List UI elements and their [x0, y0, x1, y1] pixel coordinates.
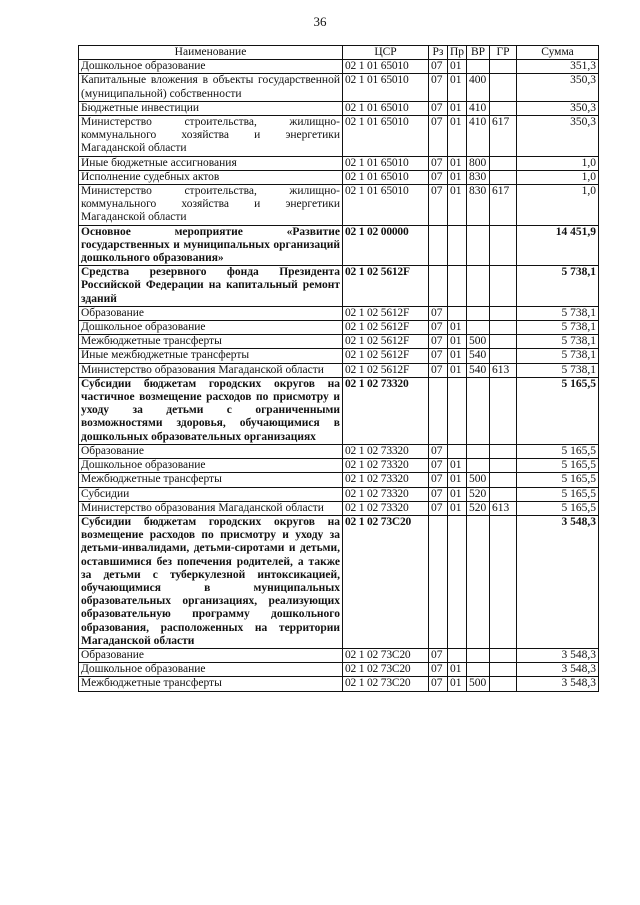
header-gr: ГР: [490, 46, 517, 60]
cell-rz: 07: [429, 363, 448, 377]
cell-sum: 5 165,5: [517, 459, 599, 473]
cell-csr: 02 1 01 65010: [343, 185, 429, 226]
cell-pr: 01: [448, 170, 467, 184]
cell-name: Субсидии бюджетам городских округов на возмещение расходов по присмотру и уходу за детьми-инвалидами, детьми-сиротами и детьми, оставшимися без попечения родителей, а также за детьми с туберкулезной интоксикацией, обучающимися в муниципальных образовательных организациях, реализующих образовательную программу дошкольного образования, расположенных на территории Магаданской области: [79, 515, 343, 648]
cell-vr: [467, 377, 490, 444]
cell-vr: 500: [467, 335, 490, 349]
cell-rz: 07: [429, 321, 448, 335]
cell-csr: 02 1 02 5612F: [343, 321, 429, 335]
cell-name: Министерство строительства, жилищно-коммунального хозяйства и энергетики Магаданской области: [79, 185, 343, 226]
table-row: [79, 225, 599, 266]
cell-gr: [490, 663, 517, 677]
cell-pr: [448, 225, 467, 266]
cell-csr: 02 1 02 73320: [343, 501, 429, 515]
cell-name: Иные бюджетные ассигнования: [79, 156, 343, 170]
page-number: 36: [313, 14, 327, 29]
cell-pr: 01: [448, 116, 467, 157]
table-row: [79, 473, 599, 487]
cell-gr: [490, 306, 517, 320]
cell-pr: 01: [448, 156, 467, 170]
cell-sum: 3 548,3: [517, 663, 599, 677]
cell-pr: [448, 266, 467, 307]
cell-gr: [490, 60, 517, 74]
cell-sum: 5 738,1: [517, 306, 599, 320]
table-row: [79, 321, 599, 335]
table-body: [79, 60, 599, 691]
cell-rz: 07: [429, 444, 448, 458]
cell-rz: [429, 377, 448, 444]
cell-sum: 5 738,1: [517, 335, 599, 349]
cell-csr: 02 1 01 65010: [343, 74, 429, 101]
cell-name: Бюджетные инвестиции: [79, 101, 343, 115]
cell-rz: 07: [429, 335, 448, 349]
table-row: [79, 116, 599, 157]
cell-vr: [467, 515, 490, 648]
cell-gr: [490, 487, 517, 501]
cell-name: Межбюджетные трансферты: [79, 473, 343, 487]
cell-gr: [490, 459, 517, 473]
cell-name: Межбюджетные трансферты: [79, 677, 343, 691]
table-row: [79, 515, 599, 648]
cell-vr: [467, 444, 490, 458]
cell-csr: 02 1 02 5612F: [343, 266, 429, 307]
cell-rz: 07: [429, 60, 448, 74]
cell-name: Иные межбюджетные трансферты: [79, 349, 343, 363]
cell-rz: 07: [429, 473, 448, 487]
cell-csr: 02 1 01 65010: [343, 170, 429, 184]
cell-gr: [490, 101, 517, 115]
cell-gr: [490, 335, 517, 349]
cell-name: Образование: [79, 306, 343, 320]
cell-rz: 07: [429, 116, 448, 157]
cell-pr: [448, 377, 467, 444]
table-row: [79, 60, 599, 74]
cell-csr: 02 1 02 5612F: [343, 335, 429, 349]
cell-sum: 350,3: [517, 116, 599, 157]
cell-csr: 02 1 02 73320: [343, 459, 429, 473]
cell-pr: 01: [448, 74, 467, 101]
cell-sum: 5 738,1: [517, 363, 599, 377]
cell-pr: [448, 648, 467, 662]
cell-rz: 07: [429, 677, 448, 691]
cell-rz: 07: [429, 306, 448, 320]
cell-sum: 350,3: [517, 74, 599, 101]
table-row: [79, 306, 599, 320]
cell-pr: 01: [448, 677, 467, 691]
budget-table: [78, 45, 599, 692]
cell-gr: [490, 648, 517, 662]
cell-gr: [490, 266, 517, 307]
cell-name: Субсидии бюджетам городских округов на частичное возмещение расходов по присмотру и уходу за детьми с ограниченными возможностями здоровья, обучающимися в дошкольных образовательных организациях: [79, 377, 343, 444]
cell-rz: 07: [429, 349, 448, 363]
cell-pr: 01: [448, 185, 467, 226]
cell-vr: 540: [467, 349, 490, 363]
cell-rz: 07: [429, 185, 448, 226]
cell-gr: [490, 677, 517, 691]
cell-vr: 410: [467, 116, 490, 157]
cell-vr: 520: [467, 501, 490, 515]
table-row: [79, 349, 599, 363]
table-row: [79, 185, 599, 226]
cell-pr: 01: [448, 60, 467, 74]
cell-csr: 02 1 02 73320: [343, 473, 429, 487]
table-row: [79, 487, 599, 501]
table-row: [79, 363, 599, 377]
cell-name: Основное мероприятие «Развитие государственных и муниципальных организаций дошкольного образования»: [79, 225, 343, 266]
table-row: [79, 663, 599, 677]
cell-csr: 02 1 02 73320: [343, 377, 429, 444]
cell-sum: 1,0: [517, 156, 599, 170]
cell-sum: 350,3: [517, 101, 599, 115]
cell-gr: 617: [490, 116, 517, 157]
cell-rz: 07: [429, 101, 448, 115]
cell-pr: 01: [448, 501, 467, 515]
cell-name: Межбюджетные трансферты: [79, 335, 343, 349]
cell-rz: 07: [429, 501, 448, 515]
cell-vr: [467, 60, 490, 74]
cell-name: Субсидии: [79, 487, 343, 501]
cell-vr: [467, 321, 490, 335]
cell-pr: 01: [448, 335, 467, 349]
cell-sum: 1,0: [517, 170, 599, 184]
cell-csr: 02 1 02 00000: [343, 225, 429, 266]
cell-pr: [448, 515, 467, 648]
cell-name: Капитальные вложения в объекты государственной (муниципальной) собственности: [79, 74, 343, 101]
header-csr: ЦСР: [343, 46, 429, 60]
cell-sum: 5 165,5: [517, 501, 599, 515]
cell-name: Министерство строительства, жилищно-коммунального хозяйства и энергетики Магаданской области: [79, 116, 343, 157]
cell-csr: 02 1 02 73С20: [343, 677, 429, 691]
cell-gr: [490, 377, 517, 444]
cell-name: Министерство образования Магаданской области: [79, 363, 343, 377]
cell-gr: [490, 444, 517, 458]
cell-name: Образование: [79, 444, 343, 458]
cell-rz: [429, 225, 448, 266]
cell-gr: [490, 170, 517, 184]
table-row: [79, 459, 599, 473]
cell-pr: 01: [448, 321, 467, 335]
cell-rz: [429, 515, 448, 648]
cell-rz: 07: [429, 74, 448, 101]
cell-pr: 01: [448, 473, 467, 487]
cell-pr: [448, 444, 467, 458]
cell-vr: 400: [467, 74, 490, 101]
cell-rz: 07: [429, 156, 448, 170]
cell-vr: 800: [467, 156, 490, 170]
cell-csr: 02 1 02 73320: [343, 444, 429, 458]
cell-gr: [490, 473, 517, 487]
table-row: [79, 677, 599, 691]
table-row: [79, 335, 599, 349]
cell-vr: 830: [467, 170, 490, 184]
cell-name: Дошкольное образование: [79, 459, 343, 473]
cell-rz: 07: [429, 459, 448, 473]
table-row: [79, 501, 599, 515]
cell-sum: 351,3: [517, 60, 599, 74]
cell-gr: [490, 156, 517, 170]
cell-vr: [467, 459, 490, 473]
cell-sum: 5 165,5: [517, 377, 599, 444]
table-row: [79, 156, 599, 170]
table-row: [79, 377, 599, 444]
cell-csr: 02 1 02 5612F: [343, 306, 429, 320]
cell-csr: 02 1 01 65010: [343, 116, 429, 157]
cell-csr: 02 1 01 65010: [343, 156, 429, 170]
cell-gr: [490, 74, 517, 101]
cell-pr: 01: [448, 101, 467, 115]
table-row: [79, 170, 599, 184]
cell-csr: 02 1 02 73С20: [343, 663, 429, 677]
header-rz: Рз: [429, 46, 448, 60]
cell-pr: 01: [448, 487, 467, 501]
cell-gr: 617: [490, 185, 517, 226]
table-row: [79, 266, 599, 307]
header-name: Наименование: [79, 46, 343, 60]
cell-rz: 07: [429, 487, 448, 501]
cell-csr: 02 1 02 73С20: [343, 515, 429, 648]
cell-sum: 5 738,1: [517, 349, 599, 363]
table-row: [79, 101, 599, 115]
cell-pr: 01: [448, 459, 467, 473]
cell-gr: [490, 225, 517, 266]
table-row: [79, 444, 599, 458]
cell-rz: 07: [429, 663, 448, 677]
cell-pr: [448, 306, 467, 320]
cell-name: Дошкольное образование: [79, 321, 343, 335]
cell-gr: 613: [490, 501, 517, 515]
table-row: [79, 648, 599, 662]
cell-sum: 5 738,1: [517, 321, 599, 335]
cell-pr: 01: [448, 349, 467, 363]
cell-vr: [467, 663, 490, 677]
cell-sum: 1,0: [517, 185, 599, 226]
header-vr: ВР: [467, 46, 490, 60]
cell-vr: 500: [467, 473, 490, 487]
cell-gr: 613: [490, 363, 517, 377]
cell-csr: 02 1 01 65010: [343, 101, 429, 115]
cell-vr: 520: [467, 487, 490, 501]
cell-name: Средства резервного фонда Президента Российской Федерации на капитальный ремонт зданий: [79, 266, 343, 307]
header-sum: Сумма: [517, 46, 599, 60]
cell-vr: 500: [467, 677, 490, 691]
cell-csr: 02 1 02 5612F: [343, 349, 429, 363]
cell-sum: 3 548,3: [517, 515, 599, 648]
cell-sum: 5 165,5: [517, 473, 599, 487]
cell-pr: 01: [448, 363, 467, 377]
cell-vr: 830: [467, 185, 490, 226]
cell-sum: 3 548,3: [517, 648, 599, 662]
table-header-row: [79, 46, 599, 60]
cell-vr: [467, 266, 490, 307]
cell-rz: 07: [429, 648, 448, 662]
cell-rz: [429, 266, 448, 307]
cell-gr: [490, 515, 517, 648]
cell-sum: 14 451,9: [517, 225, 599, 266]
cell-csr: 02 1 01 65010: [343, 60, 429, 74]
cell-name: Дошкольное образование: [79, 663, 343, 677]
cell-vr: [467, 306, 490, 320]
cell-csr: 02 1 02 73С20: [343, 648, 429, 662]
cell-sum: 5 738,1: [517, 266, 599, 307]
cell-name: Образование: [79, 648, 343, 662]
cell-name: Министерство образования Магаданской области: [79, 501, 343, 515]
cell-sum: 5 165,5: [517, 487, 599, 501]
cell-pr: 01: [448, 663, 467, 677]
cell-name: Дошкольное образование: [79, 60, 343, 74]
cell-sum: 3 548,3: [517, 677, 599, 691]
cell-gr: [490, 321, 517, 335]
cell-csr: 02 1 02 73320: [343, 487, 429, 501]
cell-gr: [490, 349, 517, 363]
cell-vr: 410: [467, 101, 490, 115]
cell-sum: 5 165,5: [517, 444, 599, 458]
cell-csr: 02 1 02 5612F: [343, 363, 429, 377]
header-pr: Пр: [448, 46, 467, 60]
cell-rz: 07: [429, 170, 448, 184]
cell-vr: 540: [467, 363, 490, 377]
cell-name: Исполнение судебных актов: [79, 170, 343, 184]
table-row: [79, 74, 599, 101]
cell-vr: [467, 225, 490, 266]
cell-vr: [467, 648, 490, 662]
